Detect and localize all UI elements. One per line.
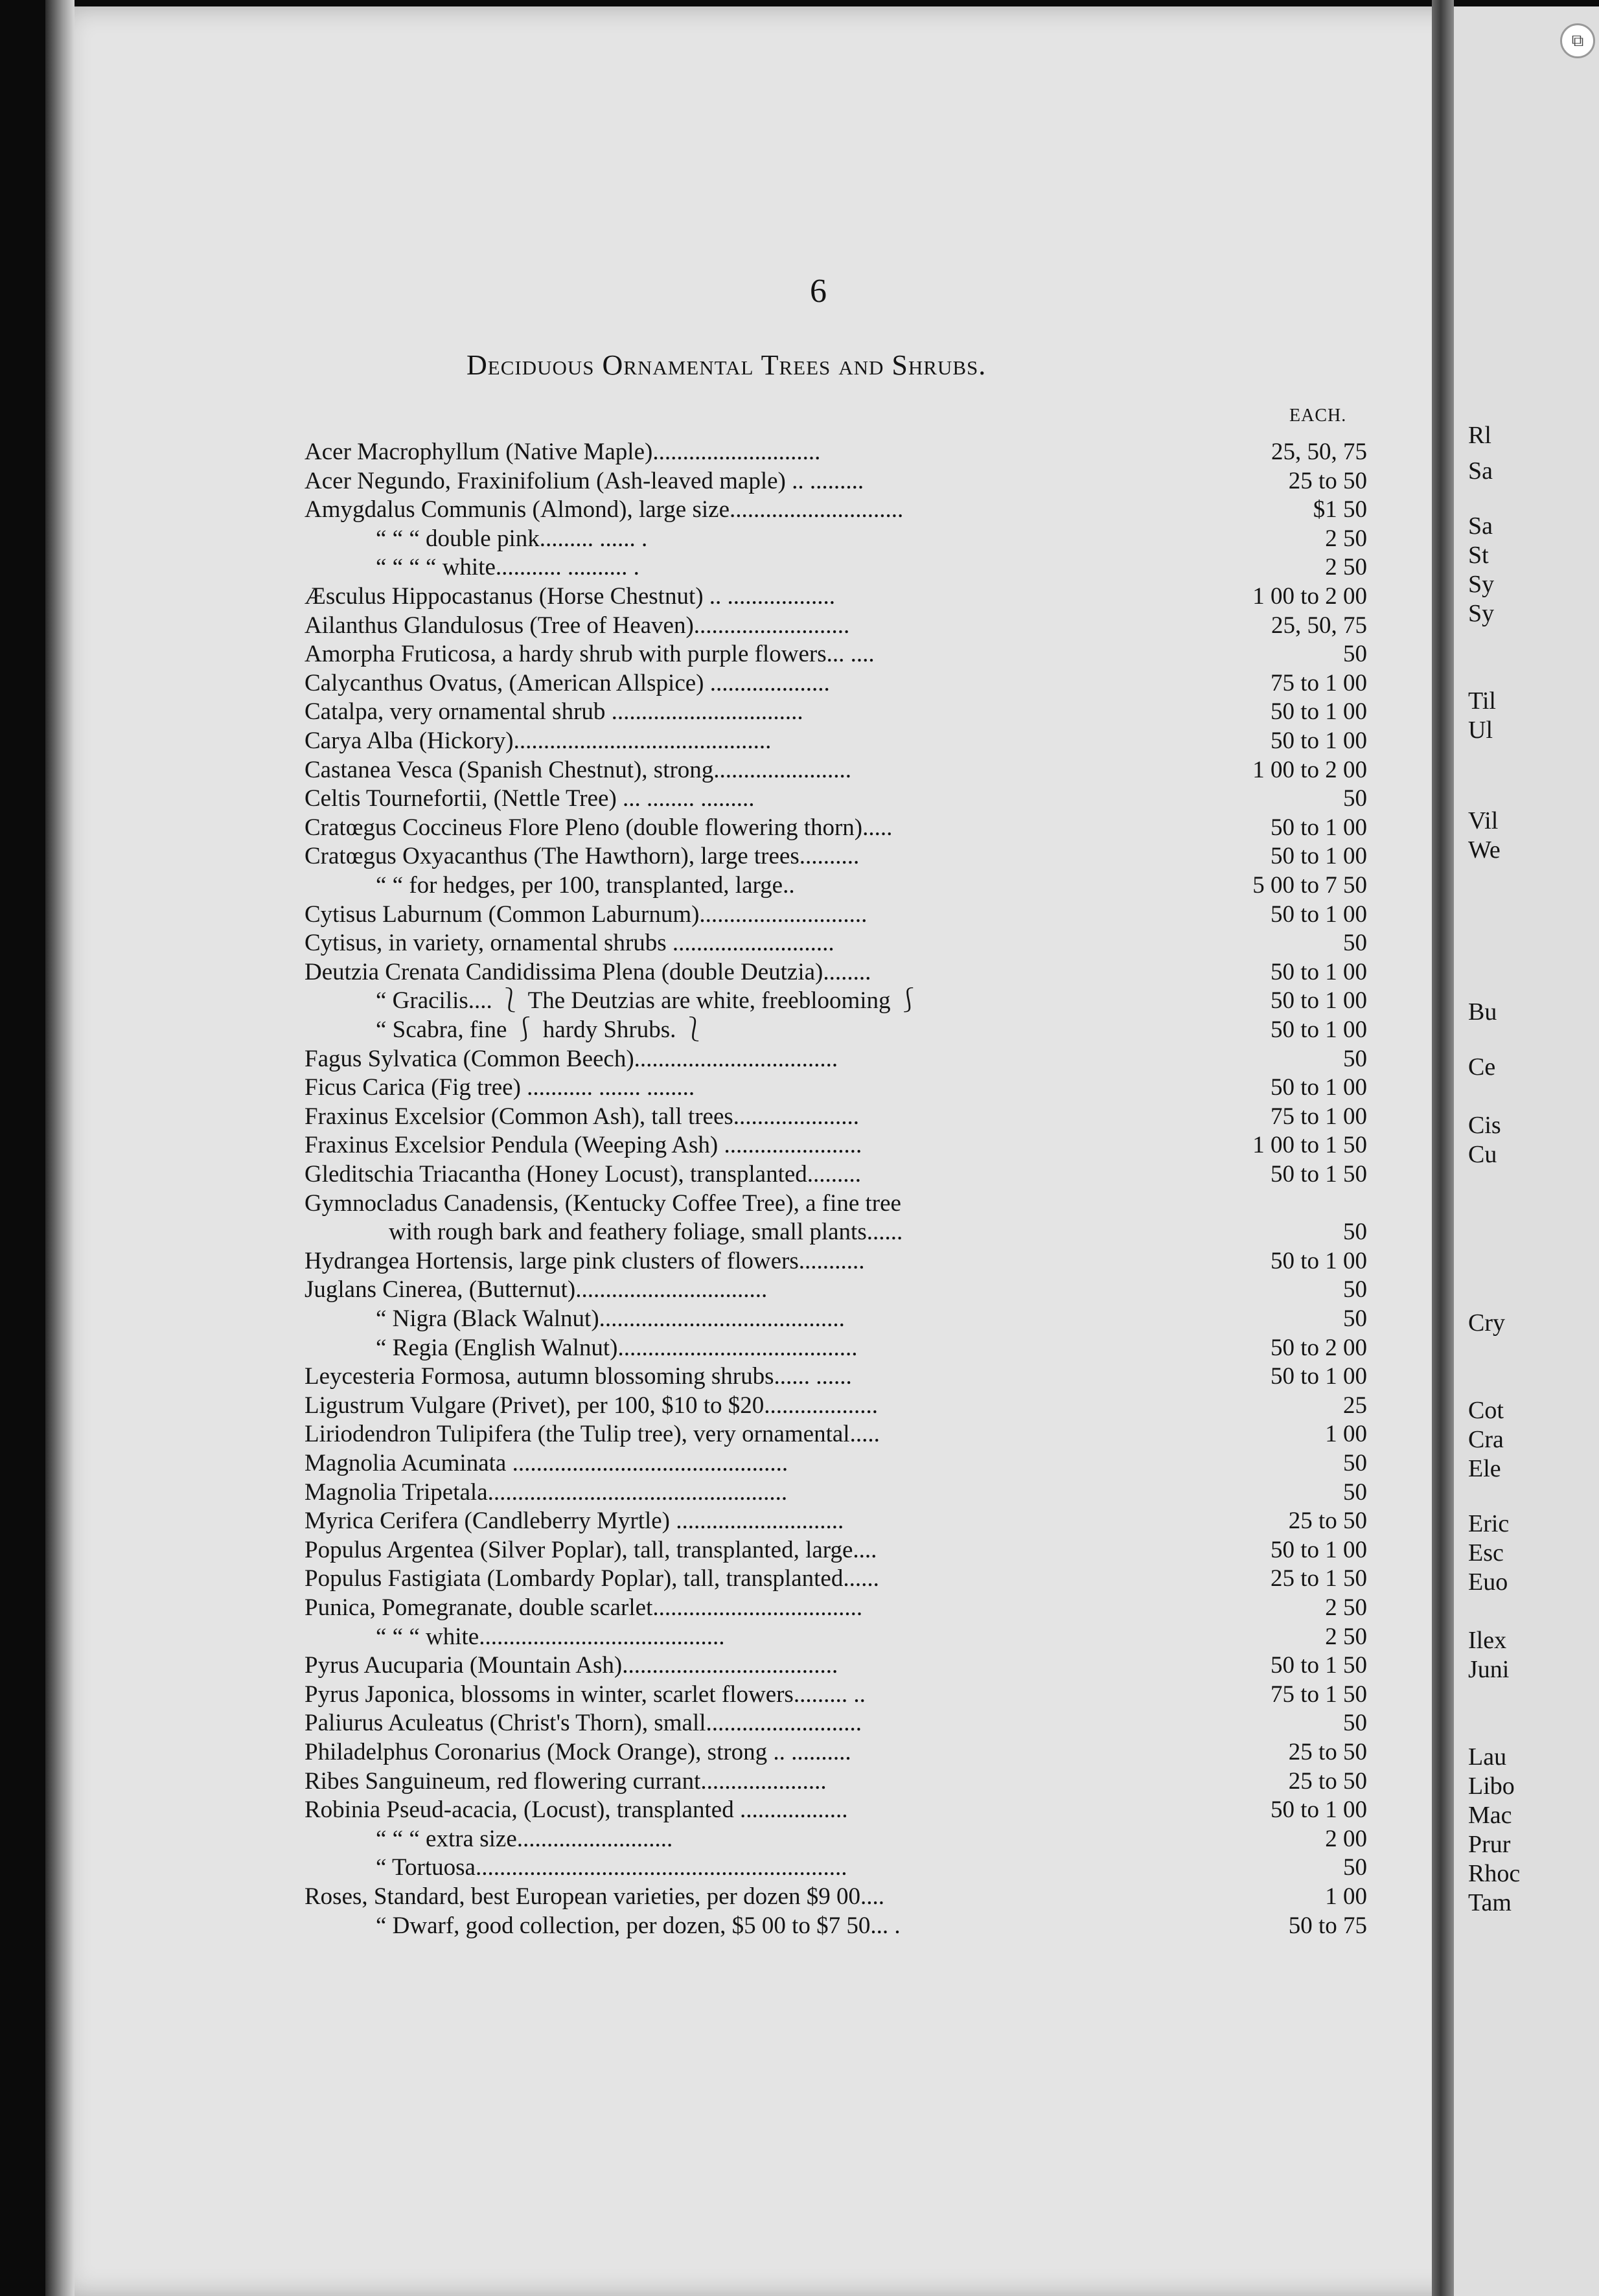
price-list-row bbox=[305, 1854, 1367, 1882]
plant-price: 50 to 1 50 bbox=[1270, 1652, 1367, 1679]
price-list-row bbox=[305, 1420, 1367, 1449]
facing-page-text: Mac bbox=[1468, 1802, 1512, 1829]
facing-page-text: Sy bbox=[1468, 600, 1495, 627]
plant-name: Catalpa, very ornamental shrub ................................ bbox=[305, 698, 803, 726]
price-list-row bbox=[305, 1247, 1367, 1276]
plant-name: “ Tortuosa.............................................................. bbox=[376, 1854, 847, 1881]
plant-name: “ “ for hedges, per 100, transplanted, large.. bbox=[376, 872, 795, 899]
price-list-row bbox=[305, 640, 1367, 669]
plant-price: 50 bbox=[1343, 1045, 1367, 1072]
price-list-row bbox=[305, 438, 1367, 466]
price-list-row bbox=[305, 1883, 1367, 1911]
plant-price: 2 50 bbox=[1325, 1623, 1367, 1650]
plant-price: 1 00 bbox=[1325, 1421, 1367, 1448]
price-list-row bbox=[305, 496, 1367, 524]
plant-price: 25 to 50 bbox=[1288, 467, 1367, 494]
copy-icon[interactable]: ⧉ bbox=[1560, 23, 1595, 58]
plant-name: Leycesteria Formosa, autumn blossoming shrubs...... ...... bbox=[305, 1363, 852, 1390]
plant-name: Punica, Pomegranate, double scarlet................................... bbox=[305, 1594, 863, 1621]
plant-price: 50 to 1 00 bbox=[1270, 901, 1367, 928]
plant-name: “ Regia (English Walnut)........................................ bbox=[376, 1334, 858, 1361]
plant-price: 50 to 1 00 bbox=[1270, 1536, 1367, 1563]
plant-price: 50 to 1 00 bbox=[1270, 1247, 1367, 1274]
plant-price: 50 bbox=[1343, 930, 1367, 957]
price-list-row bbox=[305, 958, 1367, 987]
plant-price: 50 to 1 00 bbox=[1270, 987, 1367, 1015]
facing-page-text: Bu bbox=[1468, 998, 1497, 1026]
facing-page-text: Libo bbox=[1468, 1773, 1515, 1800]
plant-price: 2 50 bbox=[1325, 1594, 1367, 1621]
plant-name: “ “ “ extra size.......................... bbox=[376, 1825, 673, 1852]
page-left-edge bbox=[45, 0, 75, 2296]
plant-name: Myrica Cerifera (Candleberry Myrtle) ............................ bbox=[305, 1508, 844, 1535]
plant-price: 1 00 to 1 50 bbox=[1252, 1132, 1367, 1159]
plant-price: 25 to 1 50 bbox=[1270, 1565, 1367, 1592]
price-list-row bbox=[305, 1103, 1367, 1131]
plant-price: 50 to 1 00 bbox=[1270, 843, 1367, 870]
plant-price: 50 to 1 00 bbox=[1270, 728, 1367, 754]
page-number: 6 bbox=[810, 273, 827, 310]
price-list-row bbox=[305, 1131, 1367, 1160]
plant-price: 50 to 1 00 bbox=[1270, 698, 1367, 726]
plant-price: 25, 50, 75 bbox=[1271, 439, 1367, 465]
plant-price: 50 to 1 00 bbox=[1270, 1016, 1367, 1043]
plant-name: Populus Fastigiata (Lombardy Poplar), tall, transplanted...... bbox=[305, 1565, 879, 1592]
price-list-row bbox=[305, 1536, 1367, 1565]
price-list-row bbox=[305, 582, 1367, 611]
price-list-row bbox=[305, 1045, 1367, 1073]
plant-price: 1 00 bbox=[1325, 1883, 1367, 1910]
plant-name: with rough bark and feathery foliage, small plants...... bbox=[389, 1219, 903, 1246]
plant-name: Gymnocladus Canadensis, (Kentucky Coffee Tree), a fine tree bbox=[305, 1189, 901, 1217]
price-list-row bbox=[305, 785, 1367, 813]
plant-name: Acer Negundo, Fraxinifolium (Ash-leaved maple) .. ......... bbox=[305, 467, 864, 494]
plant-price: 50 to 1 00 bbox=[1270, 958, 1367, 985]
facing-page-text: Cry bbox=[1468, 1309, 1505, 1337]
section-title: Deciduous Ornamental Trees and Shrubs. bbox=[466, 349, 987, 381]
plant-name: Ligustrum Vulgare (Privet), per 100, $10 to $20................... bbox=[305, 1392, 878, 1419]
plant-price: 25, 50, 75 bbox=[1271, 612, 1367, 639]
price-list-row bbox=[305, 1767, 1367, 1796]
plant-name: Hydrangea Hortensis, large pink clusters of flowers........... bbox=[305, 1247, 865, 1274]
facing-page-text: Cot bbox=[1468, 1397, 1504, 1424]
plant-name: Cratœgus Coccineus Flore Pleno (double flowering thorn)..... bbox=[305, 814, 893, 841]
plant-name: Ailanthus Glandulosus (Tree of Heaven).......................... bbox=[305, 612, 850, 639]
plant-price: 2 00 bbox=[1325, 1825, 1367, 1852]
plant-price: 1 00 to 2 00 bbox=[1252, 756, 1367, 783]
plant-name: Gleditschia Triacantha (Honey Locust), transplanted......... bbox=[305, 1161, 862, 1188]
plant-price: 50 bbox=[1343, 1305, 1367, 1332]
price-list-row bbox=[305, 901, 1367, 929]
plant-price: 50 to 1 00 bbox=[1270, 1363, 1367, 1390]
price-list-row bbox=[305, 1825, 1367, 1854]
plant-name: Roses, Standard, best European varieties, per dozen $9 00.... bbox=[305, 1883, 884, 1910]
plant-name: “ Scabra, fine ⎰ hardy Shrubs. ⎱ bbox=[376, 1016, 706, 1043]
price-list-row bbox=[305, 1681, 1367, 1709]
plant-name: Castanea Vesca (Spanish Chestnut), strong....................... bbox=[305, 756, 852, 783]
price-list-row bbox=[305, 1016, 1367, 1044]
price-list-row bbox=[305, 1392, 1367, 1420]
plant-name: “ Dwarf, good collection, per dozen, $5 00 to $7 50... . bbox=[376, 1912, 901, 1939]
facing-page-text: Sa bbox=[1468, 512, 1493, 540]
plant-name: Pyrus Aucuparia (Mountain Ash).................................... bbox=[305, 1652, 838, 1679]
price-list-row bbox=[305, 1796, 1367, 1824]
facing-page-text: Vil bbox=[1468, 807, 1499, 834]
plant-name: “ Gracilis.... ⎱ The Deutzias are white, freeblooming ⎰ bbox=[376, 987, 921, 1015]
facing-page-text: Rhoc bbox=[1468, 1860, 1521, 1887]
facing-page-text: Eric bbox=[1468, 1510, 1510, 1537]
plant-name: Ficus Carica (Fig tree) ........... ....... ........ bbox=[305, 1074, 695, 1101]
price-list-row bbox=[305, 1565, 1367, 1593]
price-list-row bbox=[305, 467, 1367, 496]
plant-price: 1 00 to 2 00 bbox=[1252, 583, 1367, 610]
price-list-row bbox=[305, 1189, 1367, 1218]
plant-price: 25 to 50 bbox=[1288, 1508, 1367, 1535]
price-list-row bbox=[305, 1305, 1367, 1333]
facing-page-text: Prur bbox=[1468, 1831, 1511, 1858]
price-list-row bbox=[305, 669, 1367, 698]
price-list-row bbox=[305, 1362, 1367, 1391]
price-list-row bbox=[305, 525, 1367, 553]
plant-name: Juglans Cinerea, (Butternut)................................ bbox=[305, 1276, 768, 1303]
facing-page-text: Sy bbox=[1468, 571, 1495, 598]
plant-price: 50 to 1 00 bbox=[1270, 1797, 1367, 1824]
facing-page-text: Esc bbox=[1468, 1539, 1504, 1567]
facing-page-text: We bbox=[1468, 836, 1501, 864]
price-list-row bbox=[305, 1912, 1367, 1940]
plant-name: Æsculus Hippocastanus (Horse Chestnut) .. .................. bbox=[305, 583, 836, 610]
facing-page-text: Cu bbox=[1468, 1141, 1497, 1168]
plant-price: 50 to 75 bbox=[1288, 1912, 1367, 1939]
plant-price: 50 to 1 00 bbox=[1270, 1074, 1367, 1101]
plant-name: Robinia Pseud-acacia, (Locust), transplanted .................. bbox=[305, 1797, 848, 1824]
plant-name: Deutzia Crenata Candidissima Plena (double Deutzia)........ bbox=[305, 958, 871, 985]
price-list-row bbox=[305, 756, 1367, 785]
price-list-row bbox=[305, 1276, 1367, 1304]
plant-price: 50 bbox=[1343, 1450, 1367, 1476]
plant-price: 2 50 bbox=[1325, 554, 1367, 581]
plant-name: “ “ “ double pink......... ...... . bbox=[376, 525, 648, 552]
facing-page-text: Cra bbox=[1468, 1426, 1504, 1453]
plant-price: 75 to 1 50 bbox=[1270, 1681, 1367, 1708]
price-list-row bbox=[305, 1623, 1367, 1651]
facing-page-fragment bbox=[1454, 6, 1599, 2296]
price-list-row bbox=[305, 1160, 1367, 1189]
plant-name: Cratœgus Oxyacanthus (The Hawthorn), large trees.......... bbox=[305, 843, 860, 870]
plant-price: 50 bbox=[1343, 1478, 1367, 1506]
price-list-row bbox=[305, 612, 1367, 640]
price-list-row bbox=[305, 1334, 1367, 1362]
plant-price: 50 bbox=[1343, 1710, 1367, 1737]
price-list-row bbox=[305, 987, 1367, 1015]
facing-page-text: Cis bbox=[1468, 1112, 1501, 1139]
plant-name: Fraxinus Excelsior Pendula (Weeping Ash) ....................... bbox=[305, 1132, 862, 1159]
plant-name: Amygdalus Communis (Almond), large size............................. bbox=[305, 496, 904, 523]
facing-page-text: Juni bbox=[1468, 1656, 1510, 1683]
price-list-row bbox=[305, 871, 1367, 900]
column-header-each: EACH. bbox=[1289, 406, 1347, 426]
facing-page-text: Euo bbox=[1468, 1568, 1508, 1596]
facing-page-text: Ce bbox=[1468, 1053, 1496, 1081]
plant-name: Carya Alba (Hickory)........................................... bbox=[305, 728, 772, 754]
price-list-row bbox=[305, 1218, 1367, 1246]
plant-price: 25 bbox=[1343, 1392, 1367, 1419]
price-list-row bbox=[305, 698, 1367, 726]
plant-name: Fraxinus Excelsior (Common Ash), tall trees..................... bbox=[305, 1103, 860, 1130]
plant-name: Ribes Sanguineum, red flowering currant..................... bbox=[305, 1767, 827, 1795]
facing-page-text: Ul bbox=[1468, 717, 1493, 744]
plant-name: Liriodendron Tulipifera (the Tulip tree), very ornamental..... bbox=[305, 1421, 880, 1448]
plant-price: 2 50 bbox=[1325, 525, 1367, 552]
plant-price: 50 bbox=[1343, 1276, 1367, 1303]
plant-price: 50 to 1 50 bbox=[1270, 1161, 1367, 1188]
plant-price: 50 to 2 00 bbox=[1270, 1334, 1367, 1361]
plant-name: Celtis Tournefortii, (Nettle Tree) ... ........ ......... bbox=[305, 785, 755, 812]
price-list-row bbox=[305, 1738, 1367, 1767]
plant-name: Calycanthus Ovatus, (American Allspice) .................... bbox=[305, 669, 830, 696]
plant-name: Populus Argentea (Silver Poplar), tall, transplanted, large.... bbox=[305, 1536, 877, 1563]
plant-price: 50 bbox=[1343, 785, 1367, 812]
plant-name: “ Nigra (Black Walnut)......................................... bbox=[376, 1305, 845, 1332]
plant-price: 5 00 to 7 50 bbox=[1252, 872, 1367, 899]
plant-name: Cytisus Laburnum (Common Laburnum)............................ bbox=[305, 901, 868, 928]
plant-price: 50 bbox=[1343, 641, 1367, 668]
price-list-row bbox=[305, 553, 1367, 582]
price-list-row bbox=[305, 842, 1367, 871]
price-list-row bbox=[305, 929, 1367, 958]
plant-name: Acer Macrophyllum (Native Maple)............................ bbox=[305, 439, 821, 465]
facing-page-text: Tam bbox=[1468, 1889, 1512, 1916]
plant-price: $1 50 bbox=[1313, 496, 1367, 523]
plant-name: Magnolia Acuminata .............................................. bbox=[305, 1450, 788, 1476]
facing-page-text: Ele bbox=[1468, 1455, 1501, 1482]
facing-page-text: Rl bbox=[1468, 422, 1491, 449]
plant-price: 25 to 50 bbox=[1288, 1767, 1367, 1795]
facing-page-text: St bbox=[1468, 542, 1489, 569]
price-list-row bbox=[305, 1507, 1367, 1535]
plant-price: 75 to 1 00 bbox=[1270, 1103, 1367, 1130]
price-list-row bbox=[305, 1073, 1367, 1102]
plant-name: Cytisus, in variety, ornamental shrubs ........................... bbox=[305, 930, 834, 957]
facing-page-text: Lau bbox=[1468, 1743, 1507, 1771]
facing-page-text: Ilex bbox=[1468, 1627, 1507, 1654]
facing-page-text: Sa bbox=[1468, 457, 1493, 485]
plant-name: “ “ “ “ white........... .......... . bbox=[376, 554, 639, 581]
price-list-row bbox=[305, 727, 1367, 755]
plant-name: Fagus Sylvatica (Common Beech).................................. bbox=[305, 1045, 838, 1072]
price-list-row bbox=[305, 1651, 1367, 1680]
plant-price: 50 bbox=[1343, 1854, 1367, 1881]
plant-price: 25 to 50 bbox=[1288, 1739, 1367, 1765]
plant-name: Paliurus Aculeatus (Christ's Thorn), small.......................... bbox=[305, 1710, 862, 1737]
book-gutter bbox=[1432, 0, 1454, 2296]
plant-price: 50 to 1 00 bbox=[1270, 814, 1367, 841]
price-list-row bbox=[305, 1449, 1367, 1478]
price-list-row bbox=[305, 814, 1367, 842]
price-list-row bbox=[305, 1478, 1367, 1507]
plant-name: Amorpha Fruticosa, a hardy shrub with purple flowers... .... bbox=[305, 641, 875, 668]
plant-name: “ “ “ white......................................... bbox=[376, 1623, 725, 1650]
plant-price: 75 to 1 00 bbox=[1270, 669, 1367, 696]
plant-name: Philadelphus Coronarius (Mock Orange), strong .. .......... bbox=[305, 1739, 851, 1765]
plant-price: 50 bbox=[1343, 1219, 1367, 1246]
plant-name: Pyrus Japonica, blossoms in winter, scarlet flowers......... .. bbox=[305, 1681, 866, 1708]
plant-name: Magnolia Tripetala.................................................. bbox=[305, 1478, 788, 1506]
facing-page-text: Til bbox=[1468, 687, 1496, 715]
price-list-row bbox=[305, 1594, 1367, 1622]
price-list-row bbox=[305, 1709, 1367, 1738]
